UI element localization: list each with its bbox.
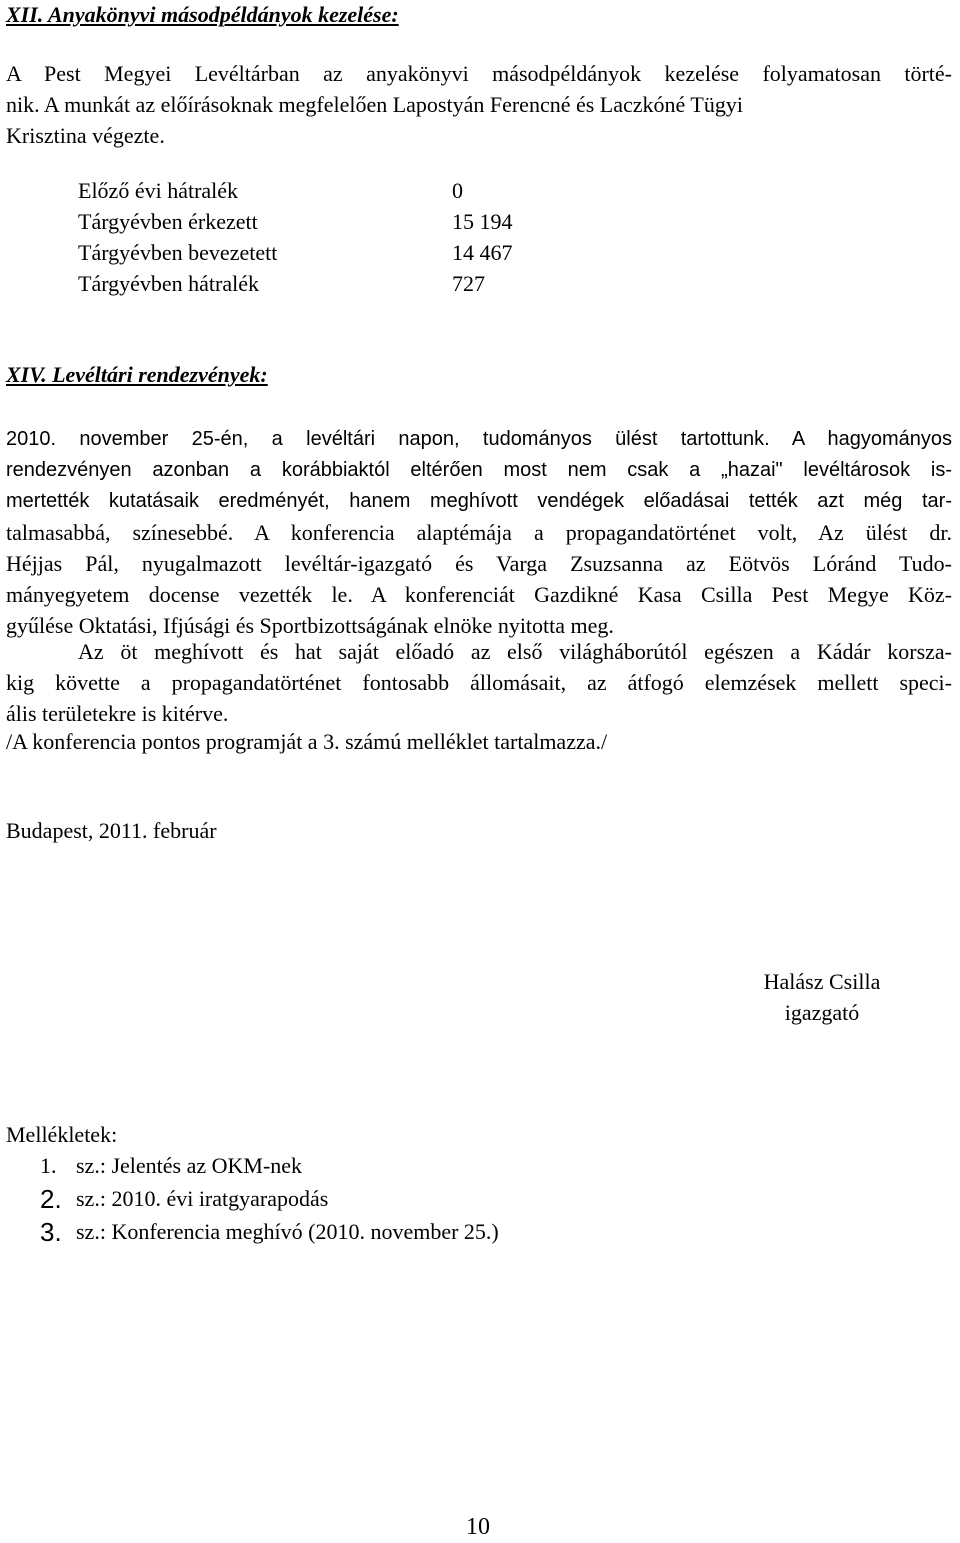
program-note: /A konferencia pontos programját a 3. számú melléklet tartalmazza./	[6, 729, 608, 754]
paragraph-line: mányegyetem docense vezették le. A konferenciát Gazdikné Kasa Csilla Pest Megye Köz-	[6, 582, 952, 607]
table-label: Előző évi hátralék	[78, 178, 239, 203]
section-12-paragraph	[6, 58, 952, 151]
section-14-paragraph-1	[6, 424, 952, 641]
signatory-title: igazgató	[784, 1000, 860, 1025]
paragraph-line: nik. A munkát az előírásoknak megfelelően Lapostyán Ferencné és Laczkóné Tügyi	[6, 92, 743, 117]
table-value: 14 467	[452, 240, 513, 265]
page-number: 10	[466, 1514, 490, 1540]
table-label: Tárgyévben hátralék	[78, 271, 260, 296]
place-date: Budapest, 2011. február	[6, 818, 217, 843]
attachment-item: sz.: Jelentés az OKM-nek	[76, 1153, 303, 1178]
section-heading-12: XII. Anyakönyvi másodpéldányok kezelése:	[6, 2, 399, 27]
table-label: Tárgyévben érkezett	[78, 209, 258, 234]
paragraph-line: A Pest Megyei Levéltárban az anyakönyvi másodpéldányok kezelése folyamatosan törté-	[6, 61, 952, 86]
section-heading-14: XIV. Levéltári rendezvények:	[6, 362, 268, 387]
paragraph-line: ális területekre is kitérve.	[6, 701, 229, 726]
paragraph-line: mertették kutatásaik eredményét, hanem meghívott vendégek előadásai tették azt még tar-	[6, 490, 952, 512]
paragraph-line: gyűlése Oktatási, Ifjúsági és Sportbizottságának elnöke nyitotta meg.	[6, 613, 614, 638]
paragraph-line: 2010. november 25-én, a levéltári napon, tudományos ülést tartottunk. A hagyományos	[6, 428, 952, 450]
attachment-item: sz.: 2010. évi iratgyarapodás	[76, 1186, 329, 1211]
paragraph-line: kig követte a propagandatörténet fontosabb állomásait, az átfogó elemzések mellett speci-	[6, 670, 952, 695]
paragraph-line: Az öt meghívott és hat saját előadó az első világháborútól egészen a Kádár korsza-	[78, 639, 952, 664]
paragraph-line: Héjjas Pál, nyugalmazott levéltár-igazgató és Varga Zsuzsanna az Eötvös Lóránd Tudo-	[6, 551, 952, 576]
paragraph-line: rendezvényen azonban a korábbiaktól eltérően most nem csak a „hazai" levéltárosok is-	[6, 459, 952, 481]
table-label: Tárgyévben bevezetett	[78, 240, 278, 265]
table-value: 0	[452, 178, 463, 203]
attachment-number: 3.	[40, 1217, 62, 1247]
table-value: 15 194	[452, 209, 513, 234]
paragraph-line: Krisztina végezte.	[6, 123, 165, 148]
section-14-paragraph-2	[6, 636, 952, 729]
paragraph-line: talmasabbá, színesebbé. A konferencia alaptémája a propagandatörténet volt, Az ülést dr.	[6, 520, 952, 545]
attachment-item: sz.: Konferencia meghívó (2010. november 25.)	[76, 1219, 499, 1244]
table-value: 727	[452, 271, 485, 296]
signatory-name: Halász Csilla	[763, 969, 881, 994]
attachment-number: 2.	[40, 1184, 62, 1214]
attachment-number: 1.	[40, 1153, 57, 1178]
attachments-label: Mellékletek:	[6, 1122, 118, 1147]
